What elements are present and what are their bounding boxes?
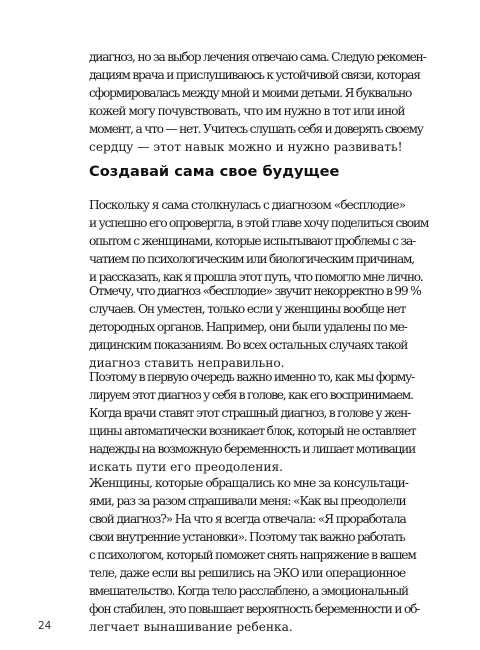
text-line: сердцу — этот навык можно и нужно развивать! xyxy=(89,140,403,154)
text-line: чатием по психологическим или биологическим причинам, xyxy=(89,252,414,266)
text-line: детородных органов. Например, они были удалены по ме- xyxy=(89,320,407,334)
text-line: Поэтому в первую очередь важно именно то, как мы форму- xyxy=(89,370,415,384)
paragraph xyxy=(89,196,429,286)
text-line: теле, даже если вы решились на ЭКО или операционное xyxy=(89,566,406,580)
text-line: фон стабилен, это повышает вероятность беременности и об- xyxy=(89,602,420,616)
text-line: кожей могу почувствовать, что им нужно в тот или иной xyxy=(89,104,405,118)
text-line: ями, раз за разом спрашивали меня: «Как вы преодолели xyxy=(89,494,406,508)
text-line: щины автоматически возникает блок, который не оставляет xyxy=(89,424,416,438)
text-line: сформировалась между мной и моими детьми. Я буквально xyxy=(89,86,412,100)
text-line: Отмечу, что диагноз «бесплодие» звучит некорректно в 99 % xyxy=(89,284,421,298)
text-line: искать пути его преодоления. xyxy=(89,460,284,474)
text-line: диагноз, но за выбор лечения отвечаю сама. Следую рекомен- xyxy=(89,50,426,64)
text-line: момент, а что — нет. Учитесь слушать себя и доверять своему xyxy=(89,122,423,136)
text-line: Когда врачи ставят этот страшный диагноз, в голове у жен- xyxy=(89,406,411,420)
text-line: лируем этот диагноз у себя в голове, как его воспринимаем. xyxy=(89,388,413,402)
text-line: вмешательство. Когда тело расслаблено, а эмоциональный xyxy=(89,584,408,598)
text-line: Поскольку я сама столкнулась с диагнозом «бесплодие» xyxy=(89,198,406,212)
text-line: дицинским показаниям. Во всех остальных случаях такой xyxy=(89,338,408,352)
paragraph xyxy=(89,474,420,636)
text-line: и рассказать, как я прошла этот путь, что помогло мне лично. xyxy=(89,270,423,284)
text-line: дациям врача и прислушиваюсь к устойчивой связи, которая xyxy=(89,68,420,82)
paragraph-intro xyxy=(89,48,426,156)
text-line: свой диагноз?» На что я всегда отвечала: «Я проработала xyxy=(89,512,406,526)
text-line: легчает вынашивание ребенка. xyxy=(89,620,293,634)
text-line: надежды на возможную беременность и лишает мотивации xyxy=(89,442,416,456)
text-line: случаев. Он уместен, только если у женщины вообще нет xyxy=(89,302,406,316)
section-heading: Создавай сама свое будущее xyxy=(89,163,340,180)
paragraph xyxy=(89,368,416,476)
text-line: с психологом, который поможет снять напряжение в вашем xyxy=(89,548,416,562)
text-line: диагноз ставить неправильно. xyxy=(89,356,285,370)
text-line: опытом с женщинами, которые испытывают проблемы с за- xyxy=(89,234,415,248)
text-line: и успешно его опровергла, в этой главе хочу поделиться своим xyxy=(89,216,429,230)
text-line: свои внутренние установки». Поэтому так важно работать xyxy=(89,530,405,544)
text-line: Женщины, которые обращались ко мне за консультаци- xyxy=(89,476,409,490)
page-number: 24 xyxy=(38,620,52,632)
paragraph xyxy=(89,282,421,372)
